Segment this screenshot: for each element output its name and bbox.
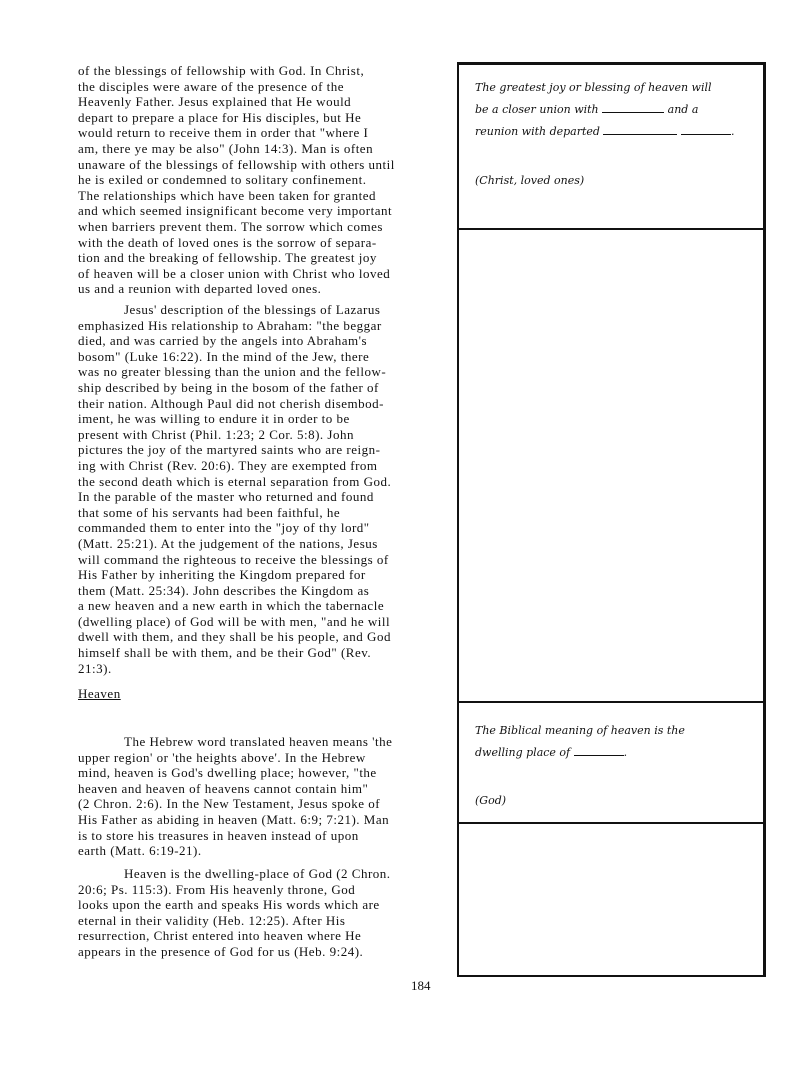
frame1-line2-text: be a closer union with bbox=[475, 103, 599, 116]
text-line: will command the righteous to receive the blessings of bbox=[78, 551, 389, 567]
study-frames bbox=[457, 62, 766, 977]
text-line: upper region' or 'the heights above'. In the Hebrew bbox=[78, 749, 366, 765]
frame1-line1: The greatest joy or blessing of heaven will bbox=[475, 81, 712, 94]
blank-field[interactable] bbox=[574, 743, 624, 756]
text-line: was no greater blessing than the union and the fellow- bbox=[78, 364, 387, 380]
frame-divider bbox=[459, 701, 763, 703]
text-line: the second death which is eternal separation from God. bbox=[78, 473, 392, 489]
text-line: 20:6; Ps. 115:3). From His heavenly throne, God bbox=[78, 881, 356, 897]
text-line: a new heaven and a new earth in which the tabernacle bbox=[78, 598, 385, 614]
text-line: (dwelling place) of God will be with men, "and he will bbox=[78, 613, 391, 629]
text-line: 21:3). bbox=[78, 660, 112, 676]
text-line: The Hebrew word translated heaven means 'the bbox=[124, 734, 393, 749]
text-line: Heaven is the dwelling-place of God (2 Chron. bbox=[124, 866, 391, 881]
text-line: present with Christ (Phil. 1:23; 2 Cor. 5:8). John bbox=[78, 426, 354, 442]
text-line: the disciples were aware of the presence of the bbox=[78, 78, 345, 94]
text-line: of the blessings of fellowship with God. In Christ, bbox=[78, 63, 365, 78]
frame2-answer: (God) bbox=[475, 794, 507, 807]
text-line: appears in the presence of God for us (Heb. 9:24). bbox=[78, 943, 364, 959]
text-line: Jesus' description of the blessings of Lazarus bbox=[124, 302, 381, 317]
frame2-line1: The Biblical meaning of heaven is the bbox=[475, 724, 685, 737]
text-line: In the parable of the master who returned and found bbox=[78, 489, 374, 505]
frame1-line2 bbox=[475, 99, 734, 121]
frame1-question bbox=[475, 77, 734, 143]
text-line: eternal in their validity (Heb. 12:25). After His bbox=[78, 912, 346, 928]
text-line: bosom" (Luke 16:22). In the mind of the Jew, there bbox=[78, 348, 370, 364]
text-line: His Father by inheriting the Kingdom prepared for bbox=[78, 567, 366, 583]
blank-field[interactable] bbox=[681, 122, 731, 135]
text-line: looks upon the earth and speaks His words which are bbox=[78, 897, 380, 913]
text-line: heaven and heaven of heavens cannot contain him" bbox=[78, 780, 369, 796]
frame1-line3-text: reunion with departed bbox=[475, 125, 600, 138]
text-line: ing with Christ (Rev. 20:6). They are exempted from bbox=[78, 457, 378, 473]
text-line: himself shall be with them, and be their God" (Rev. bbox=[78, 645, 372, 661]
text-line: their nation. Although Paul did not cherish disembod- bbox=[78, 395, 384, 411]
page-number: 184 bbox=[411, 978, 431, 993]
text-line: depart to prepare a place for His disciples, but He bbox=[78, 109, 362, 125]
text-line: dwell with them, and they shall be his people, and God bbox=[78, 629, 391, 645]
text-line: us and a reunion with departed loved ones. bbox=[78, 281, 322, 297]
text-line: commanded them to enter into the "joy of thy lord" bbox=[78, 520, 370, 536]
paragraph-dwelling-place bbox=[78, 866, 450, 960]
text-line: am, there ye may be also" (John 14:3). Man is often bbox=[78, 140, 374, 156]
text-line: ship described by being in the bosom of the father of bbox=[78, 379, 379, 395]
text-line: is to store his treasures in heaven instead of upon bbox=[78, 827, 359, 843]
text-line: tion and the breaking of fellowship. The greatest joy bbox=[78, 250, 377, 266]
text-line: would return to receive them in order that "where I bbox=[78, 125, 369, 141]
paragraph-hebrew-word bbox=[78, 734, 450, 859]
text-line: mind, heaven is God's dwelling place; however, "the bbox=[78, 765, 377, 781]
text-line: of heaven will be a closer union with Christ who loved bbox=[78, 265, 391, 281]
frame2-line2-text: dwelling place of bbox=[475, 746, 571, 759]
text-line: The relationships which have been taken for granted bbox=[78, 187, 377, 203]
blank-field[interactable] bbox=[603, 122, 677, 135]
text-line: when barriers prevent them. The sorrow which comes bbox=[78, 218, 383, 234]
text-line: (2 Chron. 2:6). In the New Testament, Jesus spoke of bbox=[78, 796, 381, 812]
text-line: and which seemed insignificant become very important bbox=[78, 203, 393, 219]
frame2-question bbox=[475, 720, 685, 764]
paragraph-fellowship bbox=[78, 63, 450, 297]
frame1-line3-end: . bbox=[730, 125, 735, 138]
paragraph-lazarus bbox=[78, 302, 450, 676]
text-line: he is exiled or condemned to solitary confinement. bbox=[78, 172, 367, 188]
frame2-line2-end: . bbox=[623, 746, 628, 759]
frame2-line2 bbox=[475, 742, 685, 764]
frame-divider bbox=[459, 822, 763, 824]
text-line: iment, he was willing to endure it in order to be bbox=[78, 411, 350, 427]
text-line: with the death of loved ones is the sorrow of separa- bbox=[78, 234, 377, 250]
frame1-answer: (Christ, loved ones) bbox=[475, 174, 585, 187]
text-line: died, and was carried by the angels into Abraham's bbox=[78, 333, 368, 349]
text-line: them (Matt. 25:34). John describes the Kingdom as bbox=[78, 582, 370, 598]
text-line: pictures the joy of the martyred saints who are reign- bbox=[78, 442, 381, 458]
section-heading-heaven: Heaven bbox=[78, 686, 121, 701]
blank-field[interactable] bbox=[602, 100, 664, 113]
frame-divider bbox=[459, 228, 763, 230]
text-line: resurrection, Christ entered into heaven where He bbox=[78, 928, 362, 944]
frame1-line3 bbox=[475, 121, 734, 143]
text-line: unaware of the blessings of fellowship with others until bbox=[78, 156, 395, 172]
text-line: emphasized His relationship to Abraham: "the beggar bbox=[78, 317, 382, 333]
text-line: (Matt. 25:21). At the judgement of the nations, Jesus bbox=[78, 535, 378, 551]
frame1-line2-end: and a bbox=[667, 103, 699, 116]
text-line: His Father as abiding in heaven (Matt. 6:9; 7:21). Man bbox=[78, 811, 390, 827]
text-line: earth (Matt. 6:19-21). bbox=[78, 843, 202, 859]
text-line: that some of his servants had been faithful, he bbox=[78, 504, 341, 520]
text-line: Heavenly Father. Jesus explained that He would bbox=[78, 94, 352, 110]
